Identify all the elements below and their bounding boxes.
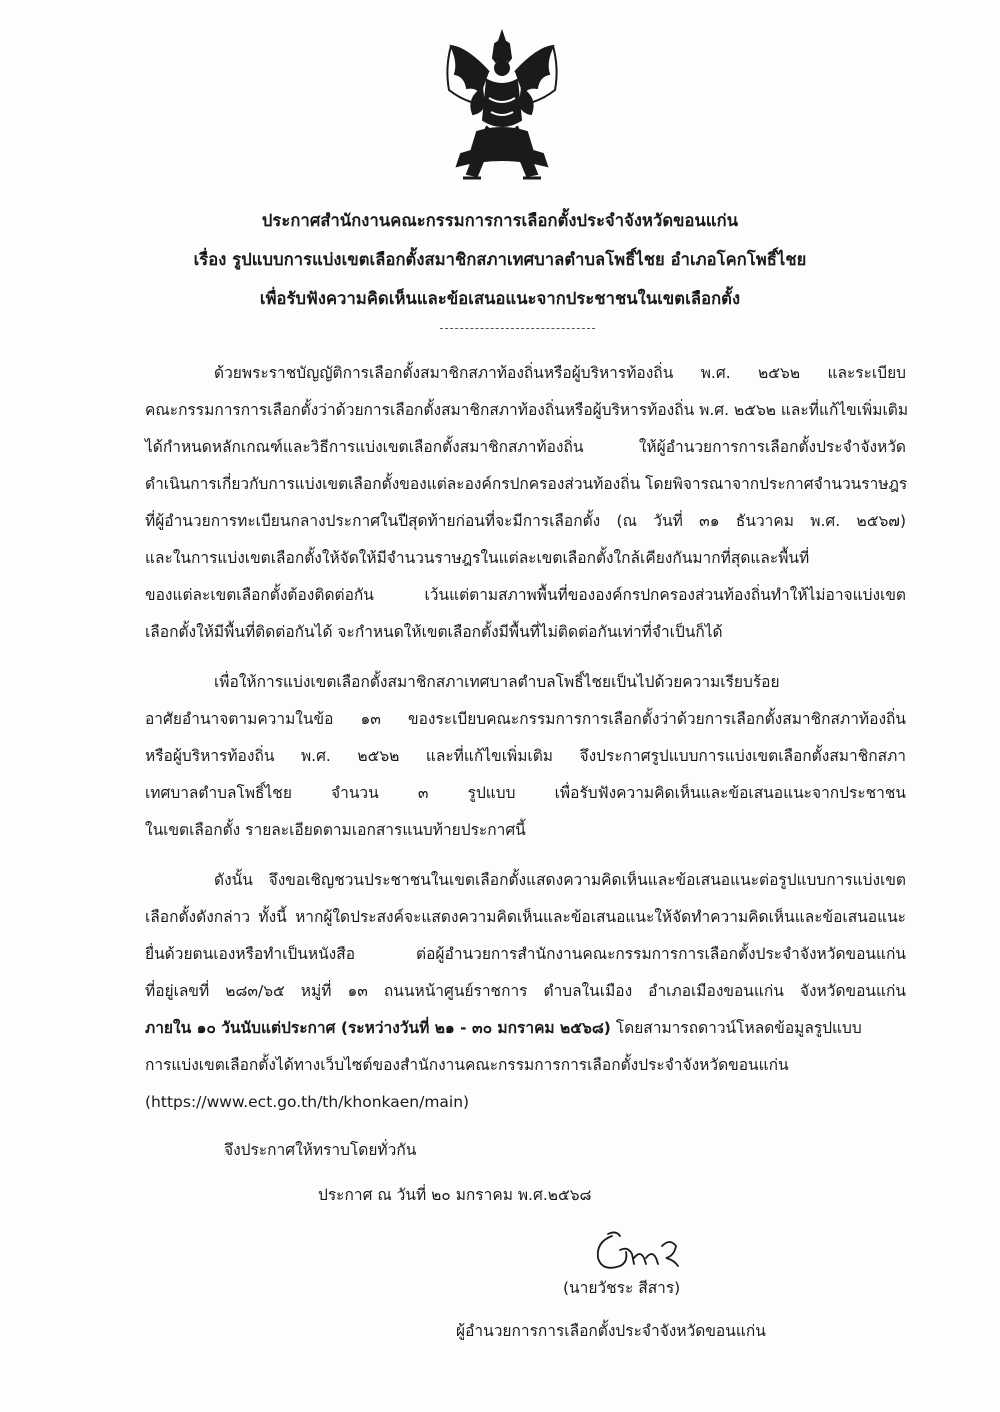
paragraph-line: เทศบาลตำบลโพธิ์ไชย จำนวน ๓ รูปแบบ เพื่อรับฟังความคิดเห็นและข้อเสนอแนะจากประชาชน (145, 784, 906, 802)
paragraph-line: ในเขตเลือกตั้ง รายละเอียดตามเอกสารแนบท้ายประกาศนี้ (145, 821, 526, 839)
paragraph-line: เลือกตั้งดังกล่าว ทั้งนี้ หากผู้ใดประสงค์จะแสดงความคิดเห็นและข้อเสนอแนะให้จัดทำความคิดเห็นและข้อเสนอแนะ (145, 908, 906, 926)
paragraph-line: ดำเนินการเกี่ยวกับการแบ่งเขตเลือกตั้งของแต่ละองค์กรปกครองส่วนท้องถิ่น โดยพิจารณาจากประกาศจำนวนราษฎร (145, 475, 908, 493)
paragraph-line: ดังนั้น จึงขอเชิญชวนประชาชนในเขตเลือกตั้งแสดงความคิดเห็นและข้อเสนอแนะต่อรูปแบบการแบ่งเขต (214, 871, 906, 889)
deadline-text: ภายใน ๑๐ วันนับแต่ประกาศ (ระหว่างวันที่ ๒๑ - ๓๐ มกราคม ๒๕๖๘) (145, 1019, 611, 1037)
paragraph-line: เพื่อให้การแบ่งเขตเลือกตั้งสมาชิกสภาเทศบาลตำบลโพธิ์ไชยเป็นไปด้วยความเรียบร้อย (214, 673, 780, 691)
announcement-date: ประกาศ ณ วันที่ ๒๐ มกราคม พ.ศ.๒๕๖๘ (318, 1186, 592, 1204)
announcement-title: ประกาศสำนักงานคณะกรรมการการเลือกตั้งประจำจังหวัดขอนแก่น (261, 211, 739, 230)
website-url: (https://www.ect.go.th/th/khonkaen/main) (145, 1093, 470, 1111)
paragraph-line: ที่อยู่เลขที่ ๒๘๓/๖๕ หมู่ที่ ๑๓ ถนนหน้าศูนย์ราชการ ตำบลในเมือง อำเภอเมืองขอนแก่น จังหวัดขอนแก่น (145, 982, 906, 1000)
paragraph-line: และในการแบ่งเขตเลือกตั้งให้จัดให้มีจำนวนราษฎรในแต่ละเขตเลือกตั้งใกล้เคียงกันมากที่สุดและพื้นที่ (145, 549, 810, 567)
paragraph-line (145, 1018, 906, 1038)
download-text: โดยสามารถดาวน์โหลดข้อมูลรูปแบบ (610, 1019, 862, 1037)
paragraph-line: ยื่นด้วยตนเองหรือทำเป็นหนังสือ ต่อผู้อำนวยการสำนักงานคณะกรรมการการเลือกตั้งประจำจังหวัดขอนแก่น (145, 945, 906, 963)
garuda-emblem-icon (437, 28, 567, 188)
signer-name: (นายวัชระ สีสาร) (563, 1279, 681, 1297)
paragraph-line: คณะกรรมการการเลือกตั้งว่าด้วยการเลือกตั้งสมาชิกสภาท้องถิ่นหรือผู้บริหารท้องถิ่น พ.ศ. ๒๕๖๒ และที่แก้ไขเพิ่มเติม (145, 401, 909, 419)
paragraph-line: การแบ่งเขตเลือกตั้งได้ทางเว็บไซต์ของสำนักงานคณะกรรมการการเลือกตั้งประจำจังหวัดขอนแก่น (145, 1056, 789, 1074)
signature-icon (590, 1228, 685, 1278)
paragraph-line: หรือผู้บริหารท้องถิ่น พ.ศ. ๒๕๖๒ และที่แก้ไขเพิ่มเติม จึงประกาศรูปแบบการแบ่งเขตเลือกตั้งสมาชิกสภา (145, 747, 906, 765)
paragraph-line: ของแต่ละเขตเลือกตั้งต้องติดต่อกัน เว้นแต่ตามสภาพพื้นที่ขององค์กรปกครองส่วนท้องถิ่นทำให้ไม่อาจแบ่งเขต (145, 586, 906, 604)
heading-divider (440, 328, 595, 329)
signer-position: ผู้อำนวยการการเลือกตั้งประจำจังหวัดขอนแก่น (456, 1322, 766, 1340)
announcement-subject: เรื่อง รูปแบบการแบ่งเขตเลือกตั้งสมาชิกสภาเทศบาลตำบลโพธิ์ไชย อำเภอโคกโพธิ์ไชย (193, 250, 807, 269)
paragraph-line: ด้วยพระราชบัญญัติการเลือกตั้งสมาชิกสภาท้องถิ่นหรือผู้บริหารท้องถิ่น พ.ศ. ๒๕๖๒ และระเบียบ (214, 364, 906, 382)
paragraph-line: ได้กำหนดหลักเกณฑ์และวิธีการแบ่งเขตเลือกตั้งสมาชิกสภาท้องถิ่น ให้ผู้อำนวยการการเลือกตั้งประจำจังหวัด (145, 438, 906, 456)
announcement-purpose: เพื่อรับฟังความคิดเห็นและข้อเสนอแนะจากประชาชนในเขตเลือกตั้ง (259, 289, 741, 308)
paragraph-line: ที่ผู้อำนวยการทะเบียนกลางประกาศในปีสุดท้ายก่อนที่จะมีการเลือกตั้ง (ณ วันที่ ๓๑ ธันวาคม พ.ศ. ๒๕๖๗) (145, 512, 906, 530)
paragraph-line: อาศัยอำนาจตามความในข้อ ๑๓ ของระเบียบคณะกรรมการการเลือกตั้งว่าด้วยการเลือกตั้งสมาชิกสภาท้องถิ่น (145, 710, 906, 728)
paragraph-line: เลือกตั้งให้มีพื้นที่ติดต่อกันได้ จะกำหนดให้เขตเลือกตั้งมีพื้นที่ไม่ติดต่อกันเท่าที่จำเป็นก็ได้ (145, 623, 723, 641)
closing-text: จึงประกาศให้ทราบโดยทั่วกัน (224, 1141, 417, 1159)
